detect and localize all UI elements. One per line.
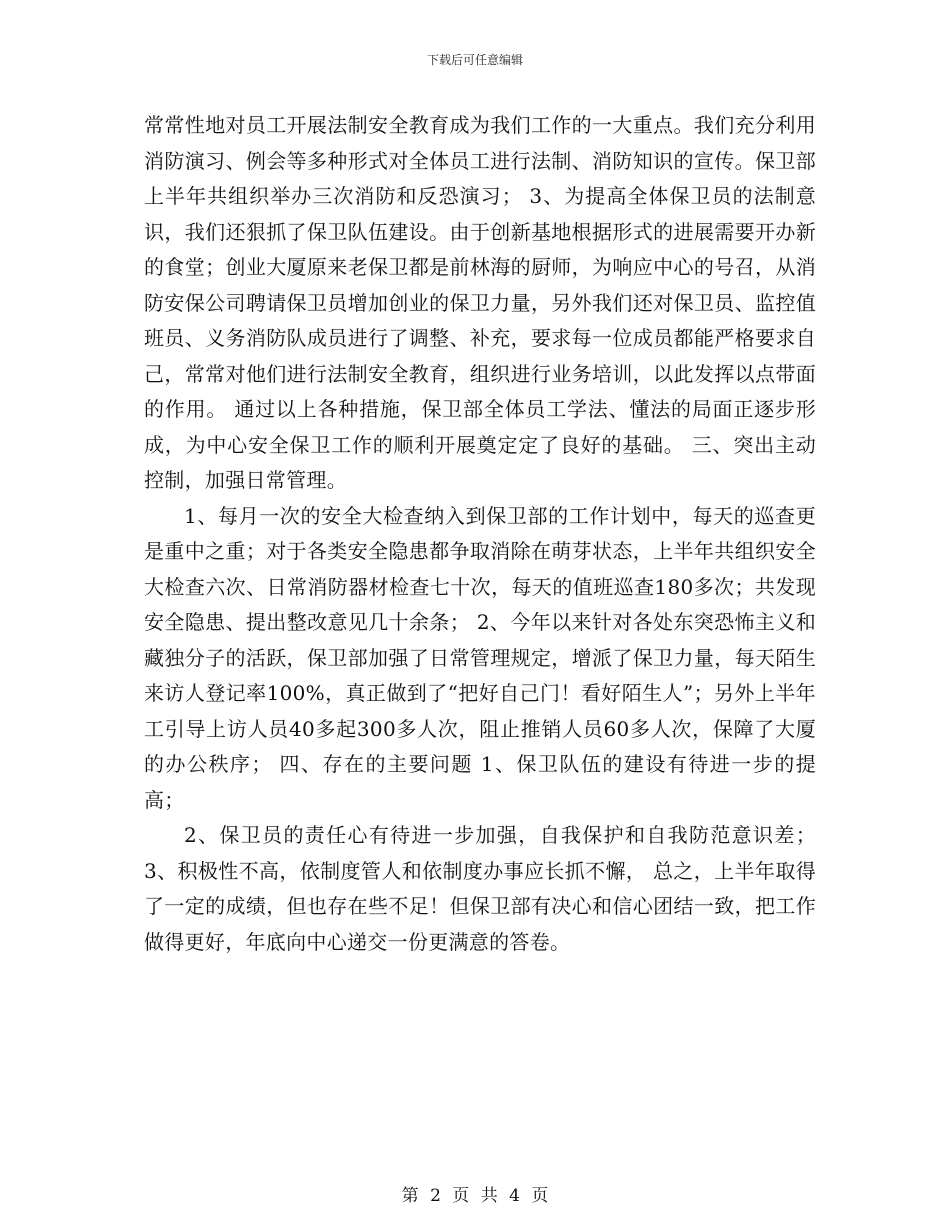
page-number-footer: 第 2 页 共 4 页	[401, 1186, 549, 1206]
paragraph-summary: 2、保卫员的责任心有待进一步加强，自我保护和自我防范意识差； 3、积极性不高，依制度管人和依制度办事应长抓不懈， 总之，上半年取得了一定的成绩，但也存在些不足！但保卫部有决心和信心团结一致，把工作做得更好，年底向中心递交一份更满意的答卷。	[144, 823, 816, 954]
document-body	[144, 108, 816, 960]
paragraph-daily-inspection: 1、每月一次的安全大检查纳入到保卫部的工作计划中，每天的巡查更是重中之重；对于各类安全隐患都争取消除在萌芽状态，上半年共组织安全大检查六次、日常消防器材检查七十次，每天的值班巡查180多次；共发现安全隐患、提出整改意见几十余条； 2、今年以来针对各处东突恐怖主义和藏独分子的活跃，保卫部加强了日常管理规定，增派了保卫力量，每天陌生来访人登记率100%，真正做到了“把好自己门！看好陌生人”；另外上半年工引导上访人员40多起300多人次，阻止推销人员60多人次，保障了大厦的办公秩序； 四、存在的主要问题 1、保卫队伍的建设有待进一步的提高；	[144, 503, 816, 812]
paragraph-safety-education: 常常性地对员工开展法制安全教育成为我们工作的一大重点。我们充分利用消防演习、例会等多种形式对全体员工进行法制、消防知识的宣传。保卫部上半年共组织举办三次消防和反恐演习； 3、为提高全体保卫员的法制意识，我们还狠抓了保卫队伍建设。由于创新基地根据形式的进展需要开办新的食堂；创业大厦原来老保卫都是前林海的厨师，为响应中心的号召，从消防安保公司聘请保卫员增加创业的保卫力量，另外我们还对保卫员、监控值班员、义务消防队成员进行了调整、补充，要求每一位成员都能严格要求自己，常常对他们进行法制安全教育，组织进行业务培训，以此发挥以点带面的作用。 通过以上各种措施，保卫部全体员工学法、懂法的局面正逐步形成，为中心安全保卫工作的顺利开展奠定定了良好的基础。 三、突出主动控制，加强日常管理。	[144, 113, 816, 492]
page-header-note: 下载后可任意编辑	[426, 53, 523, 67]
